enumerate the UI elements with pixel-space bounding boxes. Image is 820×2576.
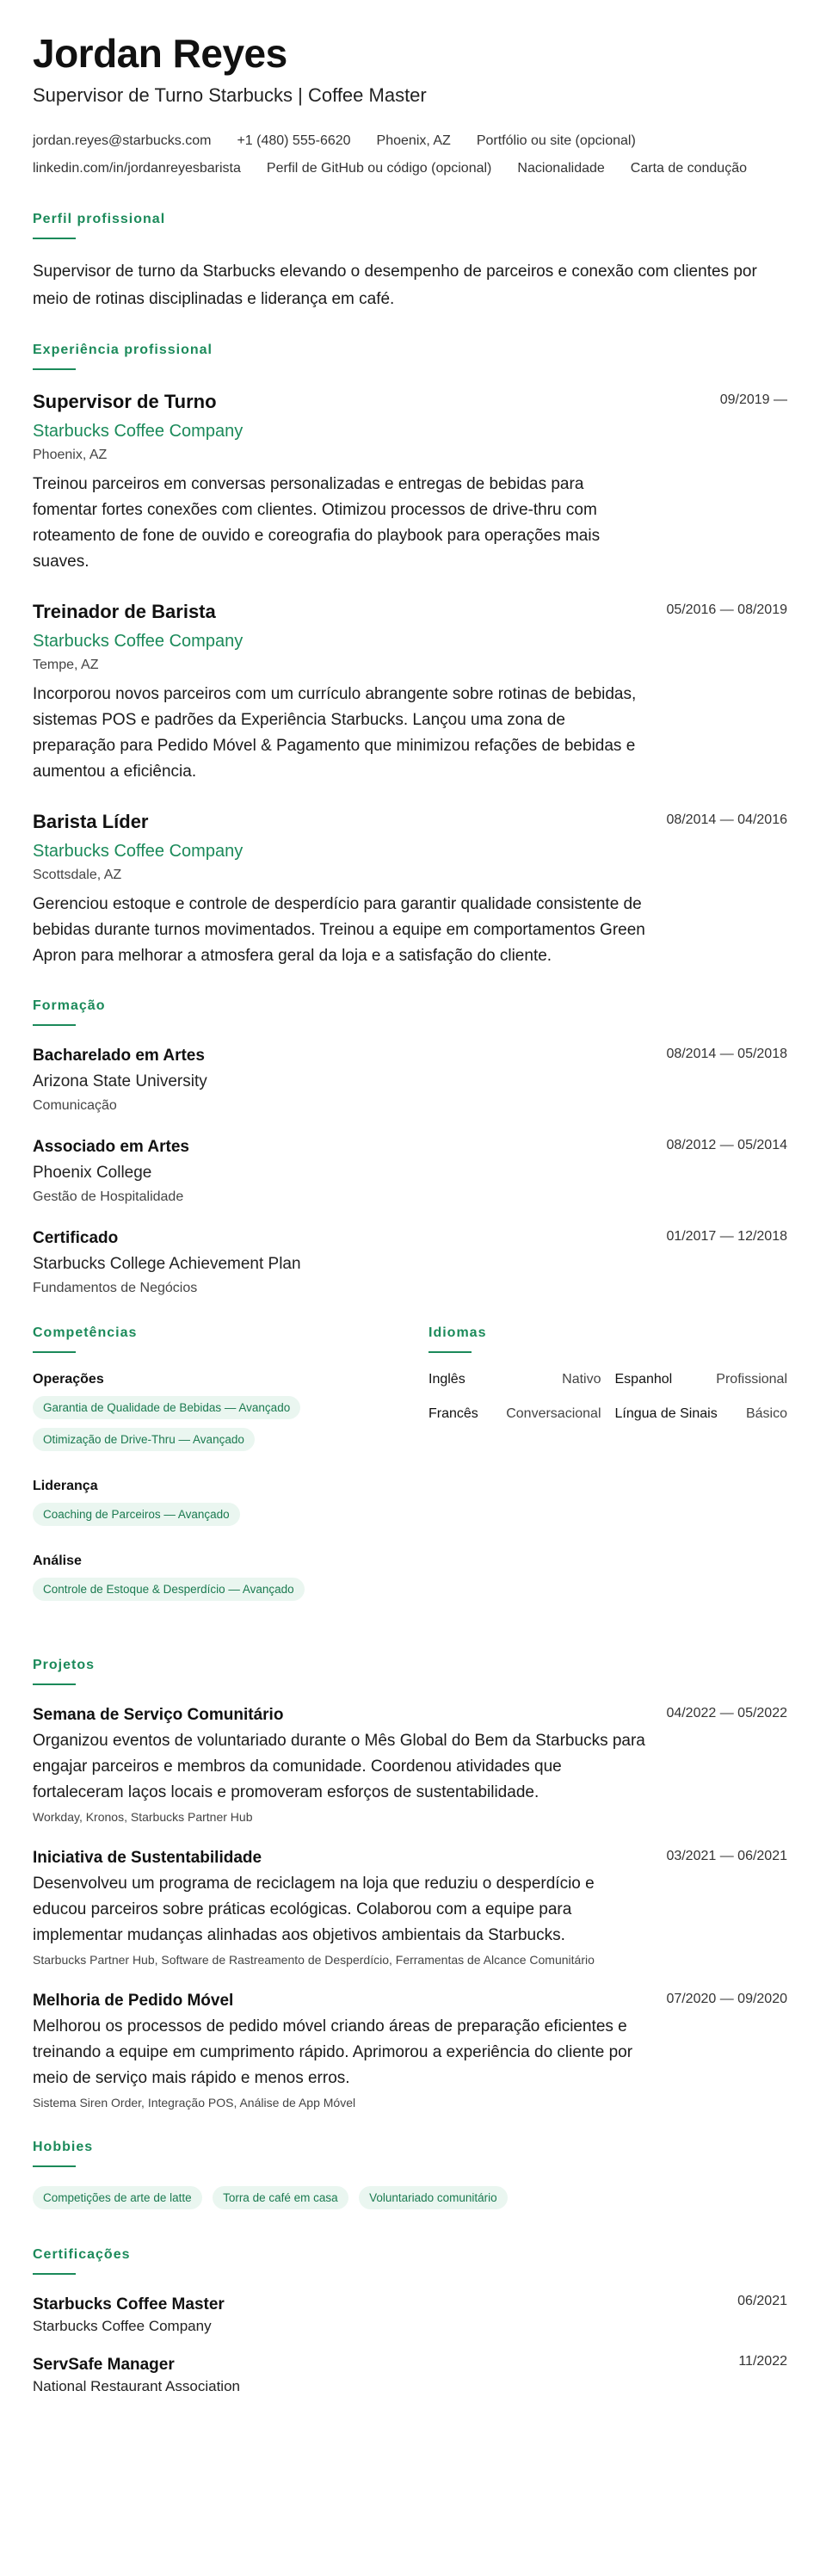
experience-item	[33, 389, 787, 575]
job-company: Starbucks Coffee Company	[33, 632, 244, 651]
education-date: 08/2014 — 05/2018	[666, 1047, 787, 1061]
project-tools: Sistema Siren Order, Integração POS, Análise de App Móvel	[33, 2096, 356, 2110]
certifications-section	[33, 2247, 787, 2395]
skill-group-name: Liderança	[33, 1479, 98, 1493]
projects-section	[33, 1658, 787, 2110]
education-item	[33, 1227, 787, 1296]
skills-languages-row	[33, 1325, 787, 1628]
language-item	[428, 1406, 601, 1422]
skill-group	[33, 1372, 428, 1460]
section-divider	[33, 238, 76, 239]
certification-issuer: National Restaurant Association	[33, 2378, 240, 2394]
section-title: Certificações	[33, 2247, 131, 2262]
job-date: 09/2019 —	[719, 392, 787, 407]
hobby-tag: Competições de arte de latte	[33, 2186, 202, 2209]
section-title: Experiência profissional	[33, 343, 213, 357]
education-item	[33, 1136, 787, 1205]
job-location: Tempe, AZ	[33, 658, 99, 672]
education-date: 01/2017 — 12/2018	[666, 1229, 787, 1244]
candidate-name: Jordan Reyes	[33, 31, 287, 76]
contact-github[interactable]: Perfil de GitHub ou código (opcional)	[266, 161, 492, 176]
language-name: Inglês	[428, 1372, 465, 1387]
header	[33, 31, 787, 182]
language-level: Profissional	[716, 1372, 787, 1387]
language-list	[428, 1372, 787, 1422]
languages-section	[428, 1325, 787, 1628]
section-divider	[33, 2273, 76, 2275]
project-date: 07/2020 — 09/2020	[666, 1992, 787, 2006]
contact-location: Phoenix, AZ	[376, 133, 451, 148]
experience-item	[33, 599, 787, 785]
language-item	[615, 1372, 788, 1387]
certification-name: ServSafe Manager	[33, 2356, 175, 2374]
section-title: Idiomas	[428, 1325, 487, 1340]
hobby-tag: Voluntariado comunitário	[359, 2186, 508, 2209]
profile-section	[33, 212, 787, 313]
language-item	[615, 1406, 788, 1422]
job-location: Phoenix, AZ	[33, 448, 108, 462]
language-name: Espanhol	[614, 1372, 673, 1387]
language-name: Francês	[428, 1406, 478, 1421]
job-company: Starbucks Coffee Company	[33, 842, 244, 861]
certification-date: 06/2021	[737, 2294, 787, 2308]
contact-linkedin[interactable]: linkedin.com/in/jordanreyesbarista	[33, 161, 241, 176]
degree: Associado em Artes	[33, 1138, 189, 1156]
project-date: 03/2021 — 06/2021	[666, 1849, 787, 1863]
skill-group-name: Análise	[33, 1554, 82, 1568]
skill-group	[33, 1554, 428, 1609]
hobby-tag: Torra de café em casa	[213, 2186, 348, 2209]
project-item	[33, 1847, 787, 1968]
project-item	[33, 1990, 787, 2110]
experience-item	[33, 809, 787, 969]
section-title: Hobbies	[33, 2140, 94, 2154]
project-date: 04/2022 — 05/2022	[666, 1706, 787, 1720]
certification-name: Starbucks Coffee Master	[33, 2295, 225, 2313]
section-divider	[33, 1351, 76, 1353]
project-description: Organizou eventos de voluntariado durante o Mês Global do Bem da Starbucks para engajar parceiros e membros da comunidade. Coordenou atividades que fortaleceram laços locais e promoveram esforços de sustentabilidade.	[33, 1732, 645, 1801]
certification-date: 11/2022	[738, 2354, 787, 2369]
project-name: Iniciativa de Sustentabilidade	[33, 1849, 262, 1867]
section-title: Formação	[33, 998, 106, 1013]
skills-section	[33, 1325, 428, 1628]
education-item	[33, 1045, 787, 1114]
field-of-study: Fundamentos de Negócios	[33, 1281, 198, 1295]
project-description: Melhorou os processos de pedido móvel criando áreas de preparação eficientes e treinando a equipe em cumprimento rápido. Aprimorou a experiência do cliente por meio de serviço mais rápido e menos erros.	[33, 2017, 633, 2087]
education-section	[33, 998, 787, 1296]
job-date: 05/2016 — 08/2019	[666, 602, 787, 617]
hobbies-section	[33, 2140, 787, 2218]
skill-tag: Otimização de Drive-Thru — Avançado	[33, 1428, 255, 1451]
job-description: Incorporou novos parceiros com um currículo abrangente sobre rotinas de bebidas, sistemas POS e padrões da Experiência Starbucks. Lançou uma zona de preparação para Pedido Móvel & Pagamento que minimizou refações de bebidas e aumentou a eficiência.	[33, 685, 637, 781]
experience-section	[33, 343, 787, 969]
contact-list	[33, 127, 773, 182]
skill-tag: Controle de Estoque & Desperdício — Avançado	[33, 1578, 305, 1601]
field-of-study: Gestão de Hospitalidade	[33, 1189, 184, 1204]
contact-nationality: Nacionalidade	[517, 161, 605, 176]
section-title: Projetos	[33, 1658, 96, 1672]
project-description: Desenvolveu um programa de reciclagem na loja que reduziu o desperdício e educou parceiros sobre práticas ecológicas. Colaborou com a equipe para implementar mudanças alinhadas aos objetivos ambientais da Starbucks.	[33, 1875, 595, 1944]
section-divider	[428, 1351, 472, 1353]
contact-phone[interactable]: +1 (480) 555-6620	[237, 133, 351, 148]
job-date: 08/2014 — 04/2016	[666, 812, 787, 827]
certification-issuer: Starbucks Coffee Company	[33, 2318, 212, 2334]
section-title: Perfil profissional	[33, 212, 166, 226]
job-description: Treinou parceiros em conversas personalizadas e entregas de bebidas para fomentar fortes conexões com clientes. Otimizou processos de drive-thru com roteamento de fone de ouvido e coreografia do playbook para operações mais suaves.	[33, 475, 601, 571]
job-title: Barista Líder	[33, 811, 149, 832]
job-location: Scottsdale, AZ	[33, 868, 122, 882]
section-divider	[33, 1024, 76, 1026]
headline: Supervisor de Turno Starbucks | Coffee Master	[33, 84, 427, 106]
school: Phoenix College	[33, 1164, 152, 1182]
section-divider	[33, 1683, 76, 1685]
certification-item	[33, 2354, 787, 2395]
language-level: Nativo	[562, 1372, 601, 1387]
job-description: Gerenciou estoque e controle de desperdício para garantir qualidade consistente de bebidas durante turnos movimentados. Treinou a equipe em comportamentos Green Apron para melhorar a atmosfera geral da loja e a satisfação do cliente.	[33, 895, 645, 965]
certification-item	[33, 2294, 787, 2335]
language-name: Língua de Sinais	[614, 1406, 718, 1421]
section-divider	[33, 368, 76, 370]
project-name: Semana de Serviço Comunitário	[33, 1706, 284, 1724]
language-level: Básico	[745, 1406, 787, 1421]
job-company: Starbucks Coffee Company	[33, 422, 244, 441]
profile-summary: Supervisor de turno da Starbucks elevando o desempenho de parceiros e conexão com clientes por meio de rotinas disciplinadas e liderança em café.	[33, 263, 757, 308]
project-tools: Workday, Kronos, Starbucks Partner Hub	[33, 1810, 253, 1824]
job-title: Treinador de Barista	[33, 601, 216, 622]
section-divider	[33, 2165, 76, 2167]
degree: Bacharelado em Artes	[33, 1047, 205, 1065]
school: Starbucks College Achievement Plan	[33, 1255, 301, 1273]
degree: Certificado	[33, 1229, 119, 1247]
contact-portfolio[interactable]: Portfólio ou site (opcional)	[476, 133, 636, 148]
job-title: Supervisor de Turno	[33, 391, 217, 412]
skill-group-name: Operações	[33, 1372, 104, 1387]
project-name: Melhoria de Pedido Móvel	[33, 1992, 234, 2010]
skill-tag: Coaching de Parceiros — Avançado	[33, 1503, 240, 1526]
project-tools: Starbucks Partner Hub, Software de Rastreamento de Desperdício, Ferramentas de Alcance Comunitário	[33, 1953, 595, 1967]
contact-email[interactable]: jordan.reyes@starbucks.com	[33, 133, 212, 148]
field-of-study: Comunicação	[33, 1098, 117, 1113]
section-title: Competências	[33, 1325, 138, 1340]
language-level: Conversacional	[506, 1406, 601, 1421]
school: Arizona State University	[33, 1072, 207, 1090]
skill-group	[33, 1479, 428, 1535]
language-item	[428, 1372, 601, 1387]
education-date: 08/2012 — 05/2014	[666, 1138, 787, 1152]
skill-tag: Garantia de Qualidade de Bebidas — Avançado	[33, 1396, 300, 1419]
contact-driving-license: Carta de condução	[630, 161, 747, 176]
project-item	[33, 1704, 787, 1825]
